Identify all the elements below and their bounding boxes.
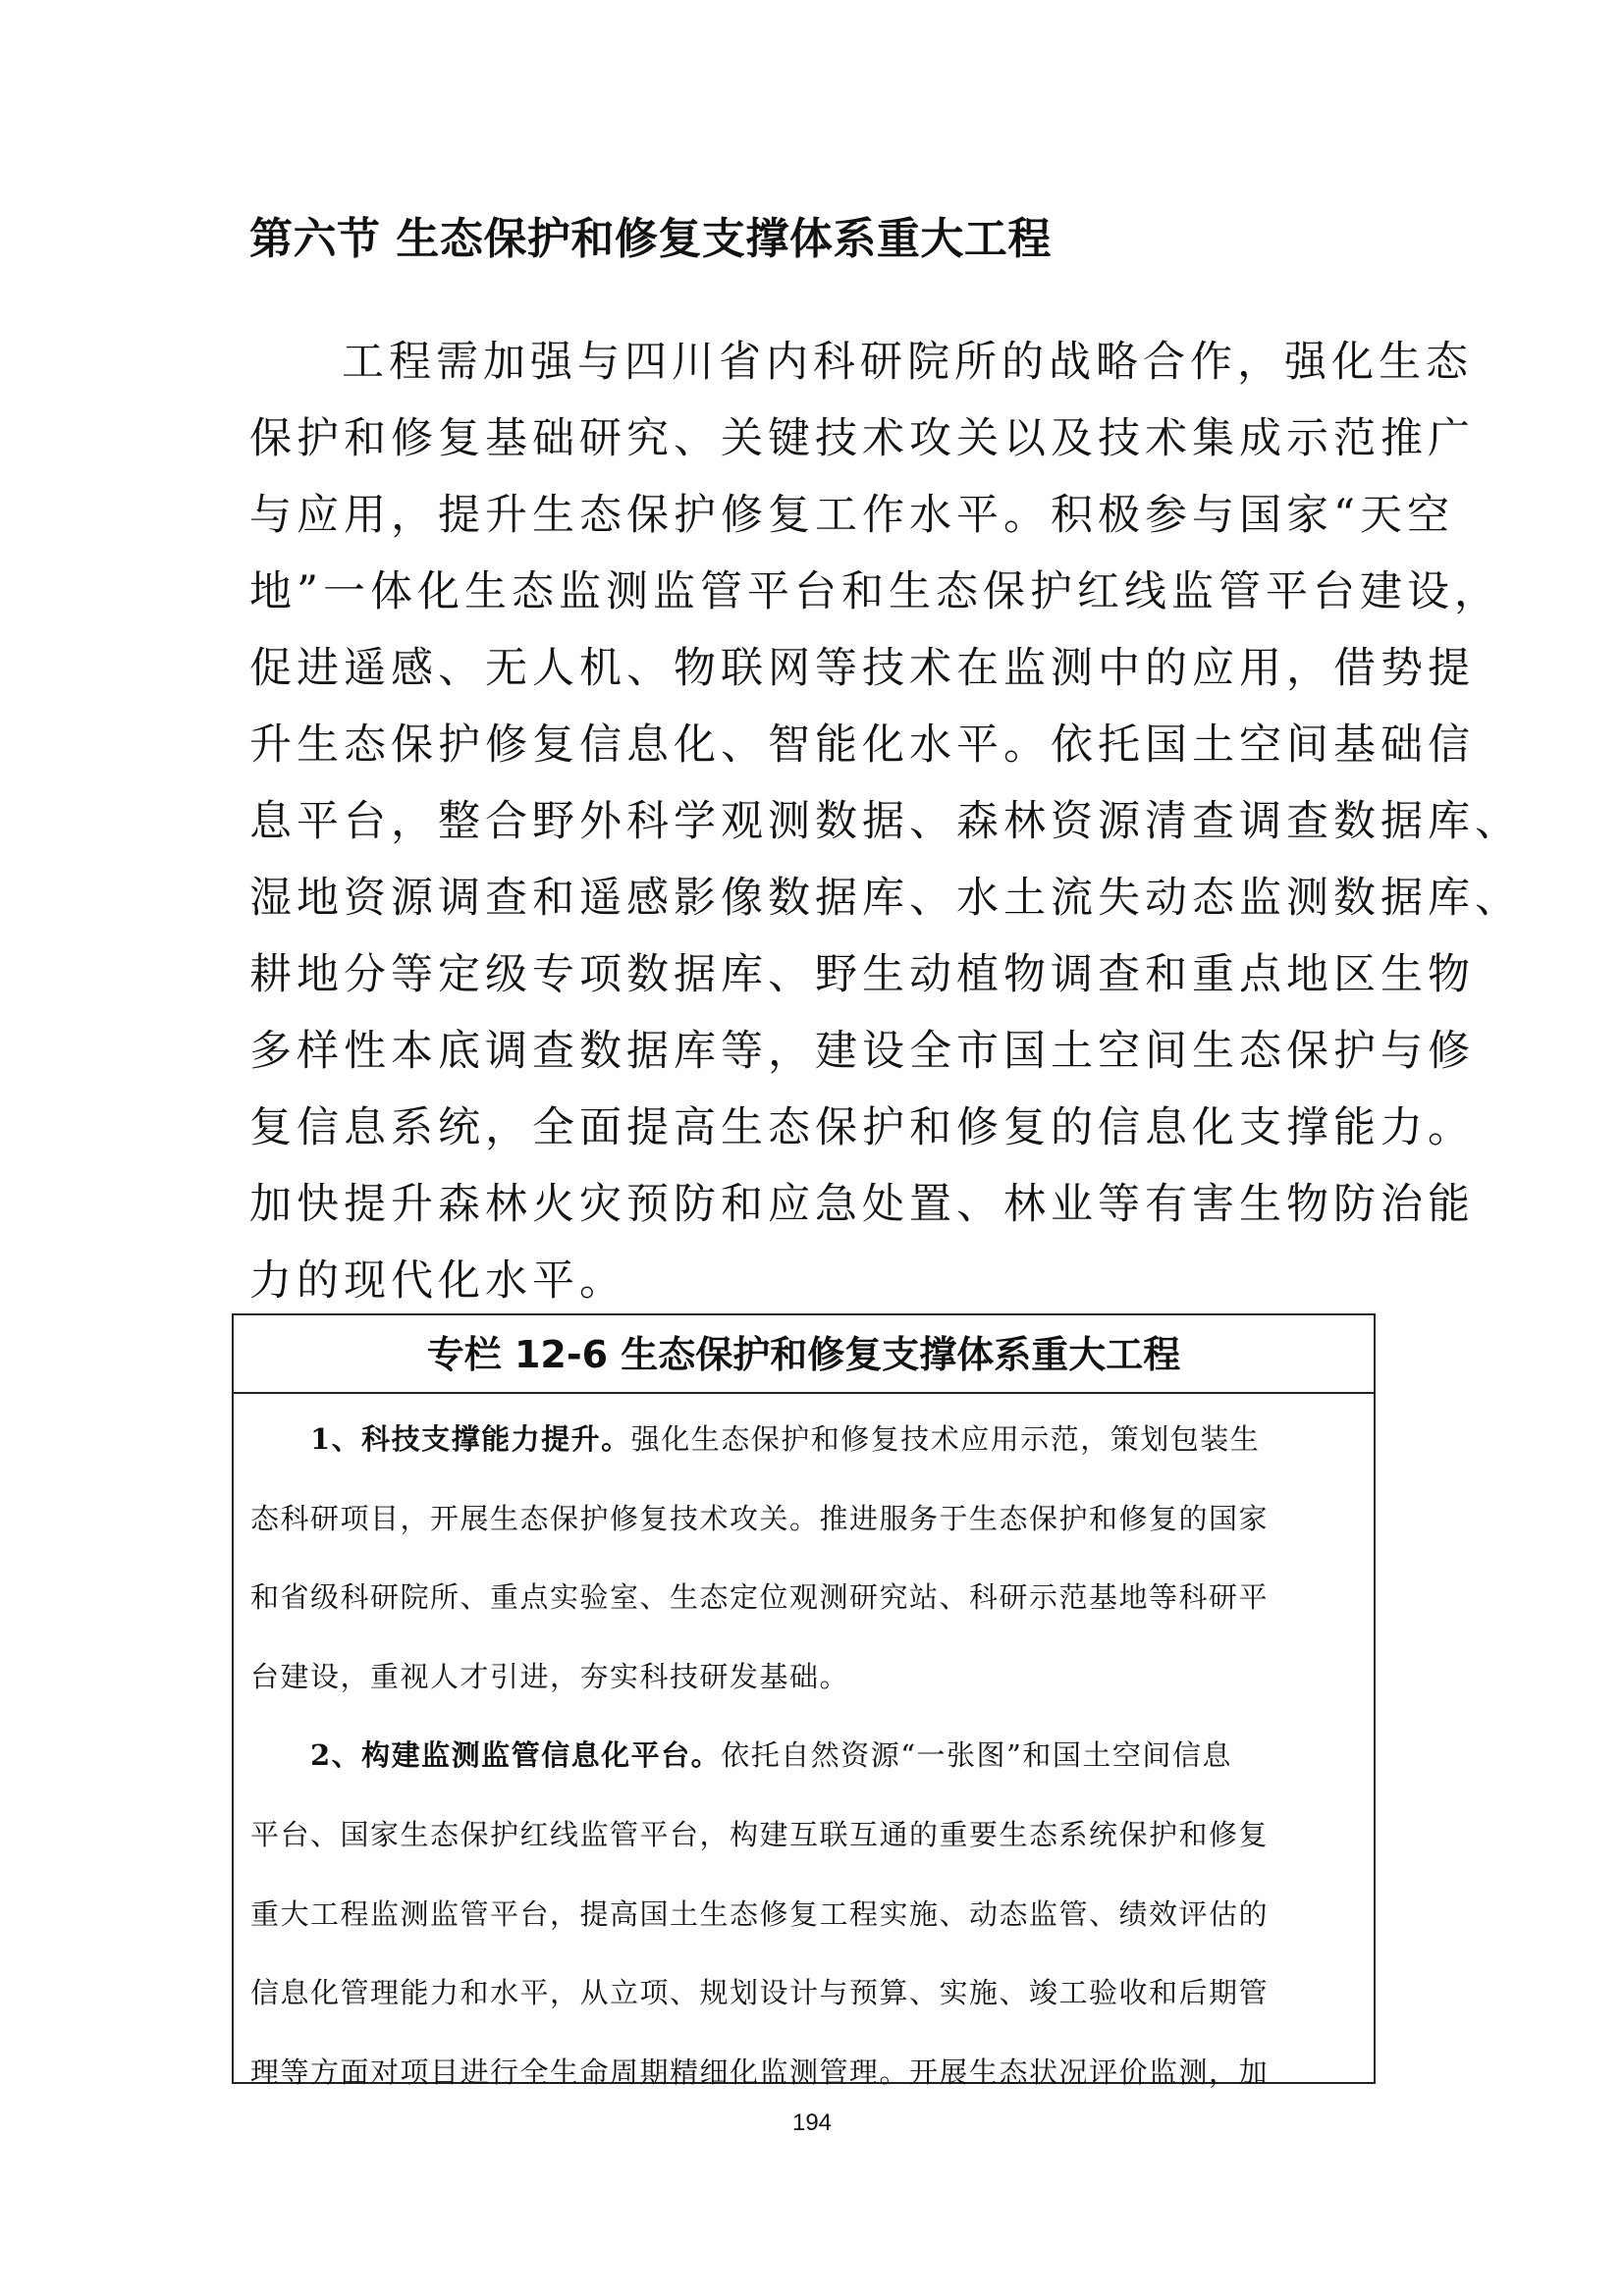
column-item-1-heading: 1、科技支撑能力提升。	[310, 1422, 631, 1456]
paragraph-line: 地”一体化生态监测监管平台和生态保护红线监管平台建设，	[249, 567, 1501, 616]
paragraph-line: 力的现代化水平。	[249, 1256, 626, 1306]
column-item-2-heading: 2、构建监测监管信息化平台。	[310, 1738, 722, 1773]
column-item-1-first-line	[250, 1400, 1358, 1479]
page-number: 194	[791, 2109, 833, 2136]
column-item-2-first-line	[250, 1716, 1358, 1795]
column-item-2-line: 信息化管理能力和水平，从立项、规划设计与预算、实施、竣工验收和后期管	[250, 1976, 1270, 2010]
paragraph-line: 工程需加强与四川省内科研院所的战略合作，强化生态	[342, 338, 1473, 387]
paragraph-line: 与应用，提升生态保护修复工作水平。积极参与国家“天空	[249, 491, 1454, 540]
paragraph-line: 多样性本底调查数据库等，建设全市国土空间生态保护与修	[249, 1027, 1475, 1076]
column-item-1-line: 台建设，重视人才引进，夯实科技研发基础。	[250, 1659, 850, 1693]
paragraph-line: 复信息系统，全面提高生态保护和修复的信息化支撑能力。	[249, 1103, 1475, 1152]
column-box	[232, 1313, 1376, 2089]
column-item-2-line: 理等方面对项目进行全生命周期精细化监测管理。开展生态状况评价监测，加	[250, 2055, 1270, 2089]
paragraph-line: 升生态保护修复信息化、智能化水平。依托国土空间基础信	[249, 721, 1475, 770]
paragraph-line: 湿地资源调查和遥感影像数据库、水土流失动态监测数据库、	[249, 874, 1522, 923]
section-heading: 第六节 生态保护和修复支撑体系重大工程	[249, 214, 1052, 264]
paragraph-line: 耕地分等定级专项数据库、野生动植物调查和重点地区生物	[249, 950, 1475, 999]
column-item-2-text: 依托自然资源“一张图”和国土空间信息	[721, 1738, 1232, 1773]
column-item-2-line: 平台、国家生态保护红线监管平台，构建互联互通的重要生态系统保护和修复	[250, 1817, 1270, 1851]
paragraph-line: 促进遥感、无人机、物联网等技术在监测中的应用，借势提	[249, 644, 1475, 693]
column-title: 专栏 12-6 生态保护和修复支撑体系重大工程	[234, 1315, 1374, 1394]
column-item-1-text: 强化生态保护和修复技术应用示范，策划包装生	[630, 1422, 1261, 1456]
body-paragraph	[249, 324, 1522, 1319]
column-body	[234, 1394, 1374, 2111]
column-item-1-line: 和省级科研院所、重点实验室、生态定位观测研究站、科研示范基地等科研平	[250, 1580, 1270, 1615]
column-item-1-line: 态科研项目，开展生态保护修复技术攻关。推进服务于生态保护和修复的国家	[250, 1501, 1270, 1535]
paragraph-line: 息平台，整合野外科学观测数据、森林资源清查调查数据库、	[249, 797, 1522, 846]
paragraph-line: 保护和修复基础研究、关键技术攻关以及技术集成示范推广	[249, 414, 1475, 463]
paragraph-line: 加快提升森林火灾预防和应急处置、林业等有害生物防治能	[249, 1180, 1475, 1229]
column-item-2-line: 重大工程监测监管平台，提高国土生态修复工程实施、动态监管、绩效评估的	[250, 1896, 1270, 1931]
